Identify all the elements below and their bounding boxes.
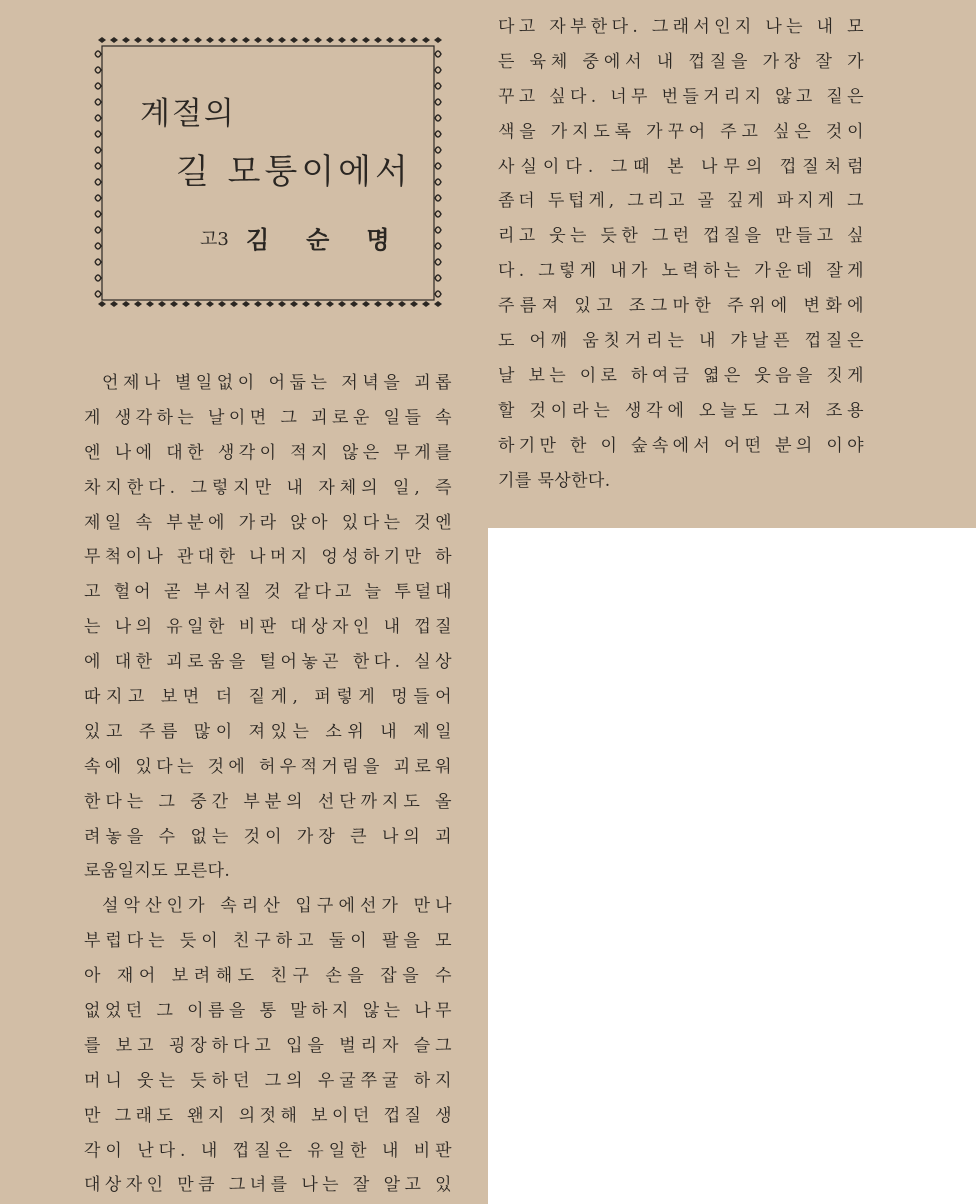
text-line: 로움일지도 모른다.: [84, 861, 231, 882]
text-line: 려놓을 수 없는 것이 가장 큰 나의 괴: [84, 826, 457, 847]
text-line: 머니 웃는 듯하던 그의 우굴쭈굴 하지: [84, 1070, 457, 1091]
text-line: 다고 자부한다. 그래서인지 나는 내 모: [498, 17, 868, 37]
text-line: 리고 웃는 듯한 그런 껍질을 만들고 싶: [498, 226, 868, 247]
title-line-2: 길 모퉁이에서: [176, 152, 412, 192]
text-line: 아 재어 보려해도 친구 손을 잡을 수: [84, 966, 458, 987]
blank-area: [488, 528, 976, 1204]
text-line: 설악산인가 속리산 입구에선가 만나: [102, 896, 457, 917]
text-line: 에 대한 괴로움을 털어놓곤 한다. 실상: [84, 652, 457, 673]
text-line: 좀더 두텁게, 그리고 골 깊게 파지게 그: [498, 191, 868, 212]
text-line: 기를 묵상한다.: [498, 470, 611, 491]
text-line: 든 육체 중에서 내 껍질을 가장 잘 가: [498, 51, 869, 72]
text-line: 따지고 보면 더 짙게, 퍼렇게 멍들어: [84, 687, 458, 708]
text-line: 속에 있다는 것에 허우적거림을 괴로워: [84, 756, 456, 777]
text-line: 는 나의 유일한 비판 대상자인 내 껍질: [84, 617, 457, 638]
text-line: 색을 가지도록 가꾸어 주고 싶은 것이: [498, 121, 869, 142]
text-line: 만 그래도 왠지 의젓해 보이던 껍질 생: [84, 1105, 457, 1126]
text-line: 각이 난다. 내 껍질은 유일한 내 비판: [84, 1140, 457, 1161]
text-line: 할 것이라는 생각에 오늘도 그저 조용: [498, 400, 869, 421]
text-line: 없었던 그 이름을 통 말하지 않는 나무: [84, 1001, 457, 1022]
text-line: 도 어깨 움칫거리는 내 갸날픈 껍질은: [498, 331, 869, 352]
text-line: 고 헐어 곧 부서질 것 같다고 늘 투덜대: [84, 582, 456, 603]
text-line: 날 보는 이로 하여금 엷은 웃음을 짓게: [498, 365, 868, 386]
author-grade: 고3: [200, 229, 229, 250]
text-line: 무척이나 관대한 나머지 엉성하기만 하: [84, 547, 456, 568]
text-line: 언제나 별일없이 어둡는 저녁을 괴롭: [102, 373, 457, 393]
text-line: 있고 주름 많이 져있는 소위 내 제일: [84, 721, 458, 742]
text-line: 엔 나에 대한 생각이 적지 않은 무게를: [84, 442, 457, 463]
body-column-right: [498, 10, 870, 498]
body-column-left: [84, 366, 458, 1203]
text-line: 부럽다는 듯이 친구하고 둘이 팔을 모: [84, 931, 457, 952]
text-line: 대상자인 만큼 그녀를 나는 잘 알고 있: [84, 1175, 457, 1196]
text-line: 제일 속 부분에 가라 앉아 있다는 것엔: [84, 512, 457, 533]
text-line: 주름져 있고 조그마한 주위에 변화에: [498, 296, 870, 317]
text-line: 다. 그렇게 내가 노력하는 가운데 잘게: [498, 261, 868, 282]
text-line: 꾸고 싶다. 너무 번들거리지 않고 짙은: [498, 86, 868, 107]
text-line: 를 보고 굉장하다고 입을 벌리자 슬그: [84, 1035, 457, 1056]
text-line: 차지한다. 그렇지만 내 자체의 일, 즉: [84, 477, 457, 498]
title-line-1: 계절의: [140, 96, 236, 132]
text-line: 게 생각하는 날이면 그 괴로운 일들 속: [84, 407, 457, 428]
text-line: 한다는 그 중간 부분의 선단까지도 올: [84, 791, 457, 812]
text-line: 하기만 한 이 숲속에서 어떤 분의 이야: [498, 435, 868, 456]
text-line: 사실이다. 그때 본 나무의 껍질처럼: [498, 156, 870, 177]
author-name: 김순명: [246, 225, 427, 254]
